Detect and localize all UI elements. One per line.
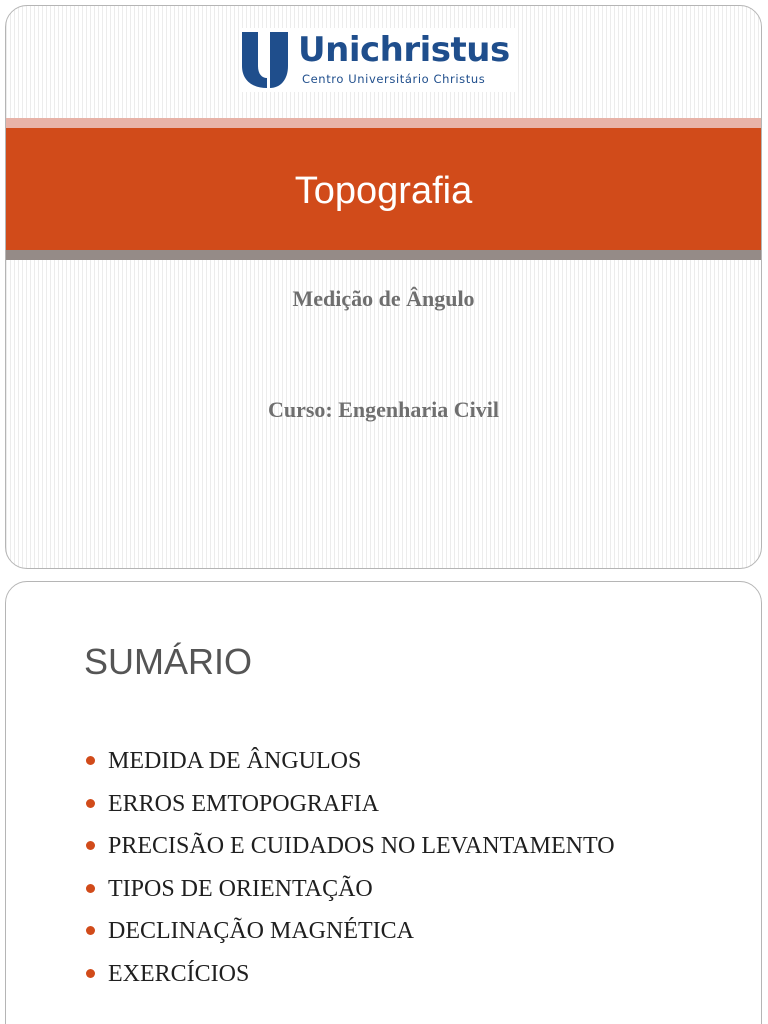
slide-title: Topografia <box>294 170 473 212</box>
summary-item-label: ERROS EMTOPOGRAFIA <box>108 790 379 817</box>
summary-item <box>86 868 615 911</box>
logo-area <box>6 6 761 116</box>
summary-item <box>86 825 615 868</box>
bullet-dot-icon <box>86 926 95 935</box>
bullet-dot-icon <box>86 756 95 765</box>
bullet-dot-icon <box>86 884 95 893</box>
summary-item-label: MEDIDA DE ÂNGULOS <box>108 748 362 774</box>
slide-subtitle: Medição de Ângulo <box>292 286 475 311</box>
bullet-dot-icon <box>86 841 95 850</box>
logo-name: Unichristus <box>298 30 510 70</box>
unichristus-logo <box>240 28 516 92</box>
course-label: Curso: Engenharia Civil <box>267 397 500 422</box>
summary-item-label: TIPOS DE ORIENTAÇÃO <box>108 875 373 902</box>
summary-item-label: DECLINAÇÃO MAGNÉTICA <box>108 918 414 944</box>
logo-subtitle: Centro Universitário Christus <box>302 72 486 86</box>
summary-slide <box>5 581 762 1024</box>
bullet-dot-icon <box>86 799 95 808</box>
summary-item-label: PRECISÃO E CUIDADOS NO LEVANTAMENTO <box>108 833 615 859</box>
summary-title: SUMÁRIO <box>84 641 253 682</box>
summary-item <box>86 953 615 996</box>
summary-item <box>86 910 615 953</box>
summary-list <box>86 740 615 995</box>
bullet-dot-icon <box>86 969 95 978</box>
title-band-top-stripe <box>6 118 761 128</box>
title-slide <box>5 5 762 569</box>
summary-item <box>86 740 615 783</box>
unichristus-u-logo-icon <box>240 30 290 90</box>
summary-item-label: EXERCÍCIOS <box>108 960 250 987</box>
title-band-bottom-stripe <box>6 250 761 260</box>
summary-item <box>86 783 615 826</box>
